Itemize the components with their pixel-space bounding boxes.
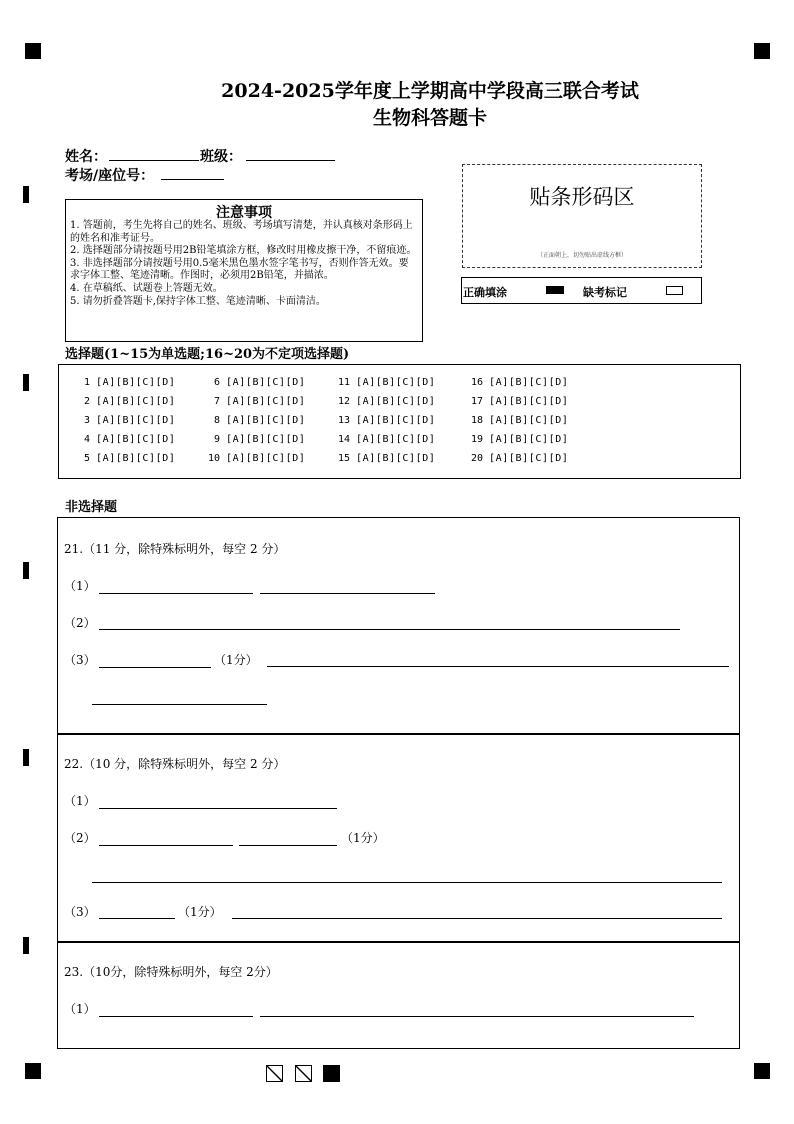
choice-item-6 <box>204 377 305 388</box>
choice-options[interactable]: [A][B][C][D] <box>226 377 306 388</box>
card-subtitle: 生物科答题卡 <box>372 107 487 129</box>
question-22-title: 22.（10 分，除特殊标明外，每空 2 分） <box>64 757 286 771</box>
choice-number: 7 <box>213 396 220 407</box>
choice-number: 3 <box>83 415 90 426</box>
q21-3-score-note: （1分） <box>214 653 258 667</box>
notice-box <box>65 199 423 342</box>
corner-mark-top-right <box>754 43 770 59</box>
choice-number: 19 <box>470 434 483 445</box>
choice-number: 6 <box>213 377 220 388</box>
q22-1-blank[interactable] <box>99 808 337 809</box>
corner-mark-bottom-left <box>25 1063 41 1079</box>
choice-number: 18 <box>470 415 483 426</box>
choice-options[interactable]: [A][B][C][D] <box>356 434 436 445</box>
choice-number: 15 <box>337 453 350 464</box>
q21-2-blank[interactable] <box>99 629 680 630</box>
notice-heading: 注意事项 <box>216 205 272 221</box>
question-23-title: 23.（10分，除特殊标明外，每空 2分） <box>64 965 278 979</box>
choice-options[interactable]: [A][B][C][D] <box>356 377 436 388</box>
absent-mark-label: 缺考标记 <box>583 286 627 299</box>
notice-item: 2. 选择题部分请按题号用2B铅笔填涂方框，修改时用橡皮擦干净，不留痕迹。 <box>70 245 417 257</box>
seat-label: 考场/座位号： <box>65 168 155 184</box>
choice-item-8 <box>204 415 305 426</box>
choice-number: 16 <box>470 377 483 388</box>
q21-1-blank-a[interactable] <box>99 593 253 594</box>
seat-field[interactable] <box>161 179 224 180</box>
exam-title: 2024-2025学年度上学期高中学段高三联合考试 <box>221 80 639 102</box>
choice-item-15 <box>334 453 435 464</box>
choice-number: 11 <box>337 377 350 388</box>
question-21-title: 21.（11 分，除特殊标明外，每空 2 分） <box>64 542 286 556</box>
q21-3-blank-b[interactable] <box>267 666 729 667</box>
question-22-part-3-label: （3） <box>64 905 96 919</box>
page-code-square-hatched <box>295 1065 312 1082</box>
choice-options[interactable]: [A][B][C][D] <box>96 415 176 426</box>
question-23-box <box>57 941 740 1049</box>
choice-options[interactable]: [A][B][C][D] <box>96 377 176 388</box>
correct-fill-label: 正确填涂 <box>463 286 507 299</box>
q22-3-blank-a[interactable] <box>99 918 175 919</box>
choice-number: 9 <box>213 434 220 445</box>
page-code-square-filled <box>323 1065 340 1082</box>
q21-1-blank-b[interactable] <box>260 593 435 594</box>
choice-item-7 <box>204 396 305 407</box>
notice-body <box>70 220 418 308</box>
choice-item-10 <box>204 453 305 464</box>
choice-item-17 <box>467 396 568 407</box>
choice-item-11 <box>334 377 435 388</box>
choice-options[interactable]: [A][B][C][D] <box>356 415 436 426</box>
question-23-part-1-label: （1） <box>64 1002 96 1016</box>
barcode-area <box>462 164 702 268</box>
choice-number: 10 <box>207 453 220 464</box>
q22-2-blank-b[interactable] <box>239 845 337 846</box>
timing-mark <box>23 374 29 391</box>
choice-item-12 <box>334 396 435 407</box>
choice-number: 17 <box>470 396 483 407</box>
q22-2-blank-c[interactable] <box>92 882 722 883</box>
choice-options[interactable]: [A][B][C][D] <box>96 396 176 407</box>
choice-number: 14 <box>337 434 350 445</box>
fill-legend <box>461 277 702 304</box>
notice-item: 4. 在草稿纸、试题卷上答题无效。 <box>70 282 223 294</box>
q22-2-score-note: （1分） <box>341 831 385 845</box>
q22-3-score-note: （1分） <box>178 905 222 919</box>
question-21-part-1-label: （1） <box>64 579 96 593</box>
choice-item-13 <box>334 415 435 426</box>
choice-number: 13 <box>337 415 350 426</box>
timing-mark <box>23 562 29 579</box>
notice-item: 3. 非选择题部分请按题号用0.5毫米黑色墨水签字笔书写，否则作答无效。要求字体工整、笔迹清晰。作图时，必须用2B铅笔，并描浓。 <box>70 257 409 282</box>
choice-item-20 <box>467 453 568 464</box>
choice-item-18 <box>467 415 568 426</box>
corner-mark-top-left <box>25 43 41 59</box>
choice-options[interactable]: [A][B][C][D] <box>96 434 176 445</box>
choice-number: 12 <box>337 396 350 407</box>
class-label: 班级： <box>200 149 242 165</box>
choice-item-9 <box>204 434 305 445</box>
choice-options[interactable]: [A][B][C][D] <box>96 453 176 464</box>
question-22-part-2-label: （2） <box>64 831 96 845</box>
barcode-label: 贴条形码区 <box>529 185 635 209</box>
choice-item-14 <box>334 434 435 445</box>
choice-options[interactable]: [A][B][C][D] <box>226 396 306 407</box>
choice-section-heading: 选择题(1~15为单选题;16~20为不定项选择题) <box>65 347 350 362</box>
name-label: 姓名： <box>65 149 107 165</box>
choice-number: 2 <box>83 396 90 407</box>
choice-item-4 <box>74 434 175 445</box>
choice-number: 4 <box>83 434 90 445</box>
timing-mark <box>23 937 29 954</box>
choice-number: 20 <box>470 453 483 464</box>
choice-item-2 <box>74 396 175 407</box>
corner-mark-bottom-right <box>754 1063 770 1079</box>
choice-number: 1 <box>83 377 90 388</box>
choice-options[interactable]: [A][B][C][D] <box>489 377 569 388</box>
choice-options[interactable]: [A][B][C][D] <box>226 453 306 464</box>
notice-item: 5. 请勿折叠答题卡,保持字体工整、笔迹清晰、卡面清洁。 <box>70 295 326 307</box>
q23-1-blank-b[interactable] <box>260 1016 694 1017</box>
question-21-part-2-label: （2） <box>64 616 96 630</box>
choice-options[interactable]: [A][B][C][D] <box>226 434 306 445</box>
choice-options[interactable]: [A][B][C][D] <box>356 453 436 464</box>
choice-item-16 <box>467 377 568 388</box>
choice-options[interactable]: [A][B][C][D] <box>489 396 569 407</box>
nonchoice-heading: 非选择题 <box>65 500 118 515</box>
q21-3-blank-c[interactable] <box>92 704 267 705</box>
choice-number: 5 <box>83 453 90 464</box>
choice-item-3 <box>74 415 175 426</box>
q22-3-blank-b[interactable] <box>232 918 722 919</box>
choice-item-1 <box>74 377 175 388</box>
q21-3-blank-a[interactable] <box>99 667 211 668</box>
question-21-part-3-label: （3） <box>64 653 96 667</box>
choice-options[interactable]: [A][B][C][D] <box>489 434 569 445</box>
timing-mark <box>23 186 29 203</box>
choice-item-19 <box>467 434 568 445</box>
absent-mark-box[interactable] <box>666 286 683 295</box>
class-field[interactable] <box>246 160 335 161</box>
choice-answer-grid <box>58 364 741 479</box>
choice-options[interactable]: [A][B][C][D] <box>356 396 436 407</box>
choice-number: 8 <box>213 415 220 426</box>
question-22-part-1-label: （1） <box>64 794 96 808</box>
barcode-hint: （正面朝上，切勿贴出虚线方框） <box>536 252 627 259</box>
choice-item-5 <box>74 453 175 464</box>
correct-fill-sample <box>546 286 564 294</box>
q23-1-blank-a[interactable] <box>99 1016 253 1017</box>
timing-mark <box>23 749 29 766</box>
q22-2-blank-a[interactable] <box>99 845 233 846</box>
choice-options[interactable]: [A][B][C][D] <box>489 415 569 426</box>
page-code-square-hatched <box>266 1065 283 1082</box>
name-field[interactable] <box>109 160 199 161</box>
notice-item: 1. 答题前，考生先将自己的姓名、班级、考场填写清楚，并认真核对条形码上的姓名和准考证号。 <box>70 220 413 244</box>
choice-options[interactable]: [A][B][C][D] <box>226 415 306 426</box>
choice-options[interactable]: [A][B][C][D] <box>489 453 569 464</box>
